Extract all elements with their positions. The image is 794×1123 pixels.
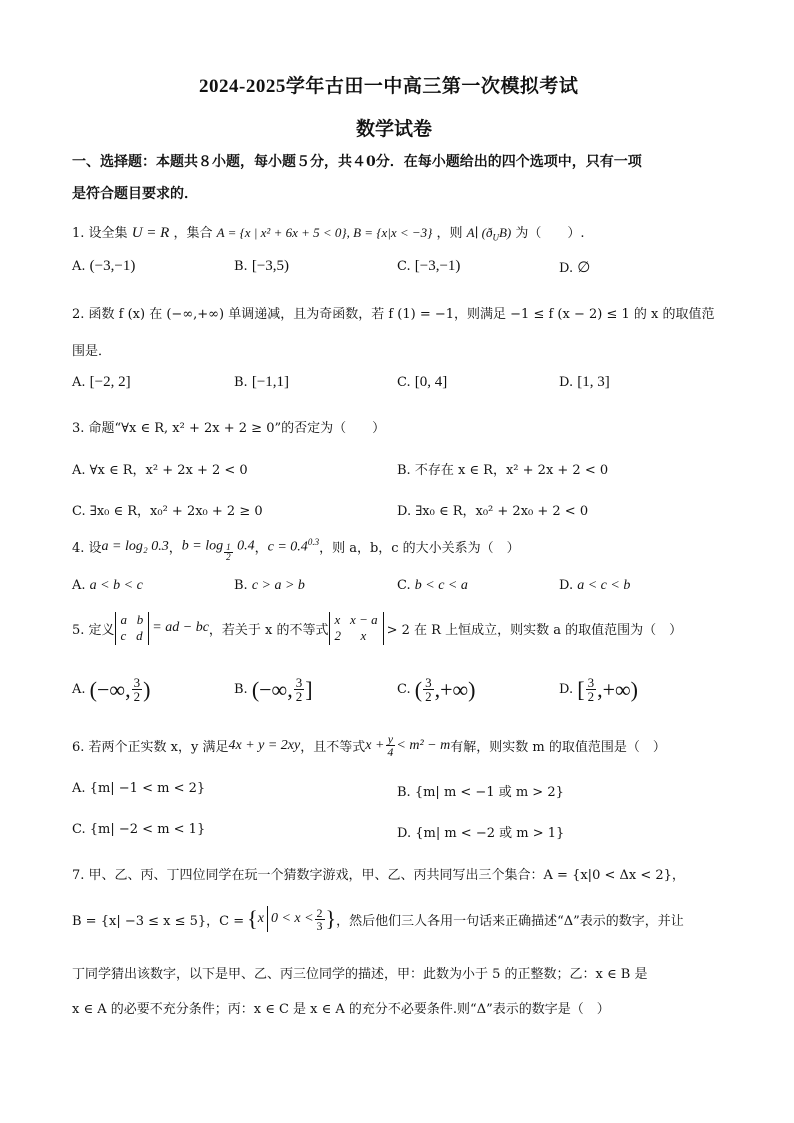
q5-option-a: A. (−∞, $\frac{3}{2}$ ) (72, 675, 151, 704)
q5-determinant-ineq: x x − a 2 x (329, 612, 384, 645)
exam-title: 2024-2025学年古田一中高三第一次模拟考试 (199, 76, 579, 97)
q1-expr-b: B) (498, 225, 512, 240)
q2-option-a: A. [−2, 2] (72, 374, 131, 390)
q4-option-a: A. a < b < c (72, 578, 143, 593)
q1-option-b: B. [−3,5) (234, 258, 290, 274)
q2-option-b: B. [−1,1] (234, 374, 290, 390)
section-heading-line1: 一、选择题：本题共８小题，每小题５分，共４0分．在每小题给出的四个选项中，只有一项 (72, 154, 642, 170)
exam-subtitle: 数学试卷 (356, 119, 433, 140)
question-3: 3. 命题“∀x ∈ R, x² + 2x + 2 ≥ 0”的否定为（ ） (72, 421, 386, 436)
question-6: 6. 若两个正实数 x，y 满足 4x + y = 2xy ，且不等式 x + $\frac{y}{4}$ < m² − m 有解，则实数 m 的取值范围是（ ） (72, 732, 666, 759)
q6-option-a: A. {m| −1 < m < 2} (72, 781, 206, 796)
q3-option-a: A. ∀x ∈ R，x² + 2x + 2 < 0 (72, 463, 248, 478)
q3-option-b: B. 不存在 x ∈ R，x² + 2x + 2 < 0 (397, 463, 609, 478)
q2-option-d: D. [1, 3] (559, 374, 610, 390)
section-heading-line2: 是符合题目要求的． (72, 186, 198, 202)
q1-option-c: C. [−3,−1) (397, 258, 461, 274)
q4-a-expr: a = log₂ 0.3 (101, 538, 169, 554)
q1-option-a: A. (−3,−1) (72, 258, 136, 274)
question-7-line2: B = {x| −3 ≤ x ≤ 5}，C = { x 0 < x < $\frac{2}{3}$ } ，然后他们三人各用一句话来正确描述“Δ”表示的数字，并让 (72, 905, 684, 933)
question-7-line1: 7. 甲、乙、丙、丁四位同学在玩一个猜数字游戏，甲、乙、丙共同写出三个集合：A = {x|0 < Δx < 2}， (72, 868, 685, 883)
q3-option-d: D. ∃x₀ ∈ R，x₀² + 2x₀ + 2 < 0 (397, 504, 589, 519)
q3-option-c: C. ∃x₀ ∈ R，x₀² + 2x₀ + 2 ≥ 0 (72, 504, 263, 519)
q1-universe: U = R (131, 225, 170, 241)
question-5: 5. 定义 a b c d = ad − bc ，若关于 x 的不等式 x x − a 2 x > 2 在 R 上恒成立，则实数 a 的取值范围为（ ） (72, 612, 683, 644)
question-1 (72, 222, 585, 243)
q1-text-b: ，集合 (173, 226, 213, 241)
q6-option-c: C. {m| −2 < m < 1} (72, 822, 206, 837)
q5-option-b: B. (−∞, $\frac{3}{2}$ ] (234, 675, 313, 704)
q1-sets: A = {x | x² + 6x + 5 < 0}, B = {x|x < −3} (216, 225, 433, 240)
q6-option-d: D. {m| m < −2 或 m > 1} (397, 826, 565, 841)
q1-number: 1. (72, 226, 85, 241)
q1-expr-a: A∣ (ð (466, 225, 493, 240)
question-2-line1: 2. 函数 f (x) 在 (−∞,+∞) 单调递减，且为奇函数，若 f (1) = −1，则满足 −1 ≤ f (x − 2) ≤ 1 的 x 的取值范 (72, 307, 715, 322)
q1-option-d: D. ∅ (559, 260, 591, 276)
q1-text-a: 设全集 (88, 226, 128, 241)
q4-option-b: B. c > a > b (234, 578, 305, 593)
question-4: 4. 设 a = log₂ 0.3 ， b = log $\frac{1}{2}$ 0.4 ， $c = 0.4^{0.3}$ ，则 a，b，c 的大小关系为（ ） (72, 537, 520, 562)
q4-b-expr: b = log $\frac{1}{2}$ 0.4 (181, 538, 255, 562)
q1-text-c: ，则 (436, 226, 463, 241)
q1-text-d: 为（ ）. (515, 226, 585, 241)
q4-option-d: D. a < c < b (559, 578, 631, 593)
q5-option-c: C. ( $\frac{3}{2}$ ,+∞) (397, 675, 476, 704)
question-7-line4: x ∈ A 的必要不充分条件；丙：x ∈ C 是 x ∈ A 的充分不必要条件.则“Δ”表示的数字是（ ） (72, 1002, 610, 1017)
q4-c-expr: $c = 0.4^{0.3}$ (267, 537, 320, 555)
q6-option-b: B. {m| m < −1 或 m > 2} (397, 785, 564, 800)
q5-option-d: D. [ $\frac{3}{2}$ ,+∞) (559, 675, 638, 704)
q2-option-c: C. [0, 4] (397, 374, 448, 390)
q5-determinant-def: a b c d (115, 612, 150, 645)
q1-expr-sub: U (492, 232, 499, 243)
question-2-line2: 围是． (72, 344, 112, 359)
question-7-line3: 丁同学猜出该数字，以下是甲、乙、丙三位同学的描述，甲：此数为小于 5 的正整数；乙：x ∈ B 是 (72, 967, 648, 982)
q1-expr (466, 225, 512, 243)
q4-option-c: C. b < c < a (397, 578, 468, 593)
